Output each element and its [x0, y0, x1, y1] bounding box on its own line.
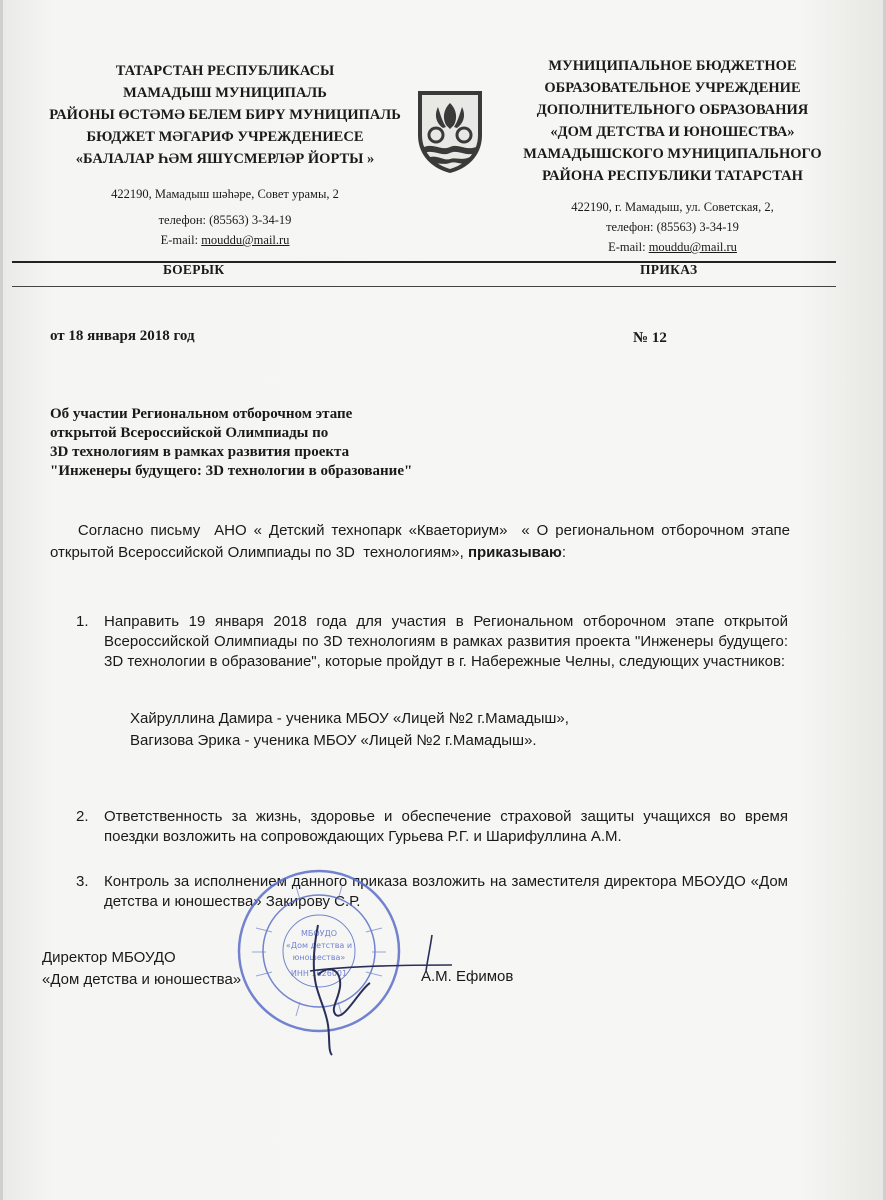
subject-line: Об участии Региональном отборочном этапе	[50, 406, 353, 422]
item-number: 2.	[76, 808, 89, 825]
header-right-block	[505, 55, 840, 257]
item-text: Контроль за исполнением данного приказа возложить на заместителя директора МБОУДО «Дом детства и юношества» Закирову С.Р.	[104, 873, 788, 910]
intro-text: Согласно письму АНО « Детский технопарк «Кваеториум» « О региональном отборочном этапе открытой Всероссийской Олимпиады по 3D технологиям»,	[50, 522, 795, 561]
item-number: 1.	[76, 613, 89, 630]
stamp-line: «Дом детства и	[285, 941, 353, 950]
header-left-line: ТАТАРСТАН РЕСПУБЛИКАСЫ	[115, 63, 335, 79]
header-left-line: МАМАДЫШ МУНИЦИПАЛЬ	[123, 85, 327, 101]
header-right-email-link[interactable]: mouddu@mail.ru	[648, 240, 737, 254]
intro-command: приказываю	[467, 544, 562, 561]
subject-line: открытой Всероссийской Олимпиады по	[50, 425, 329, 441]
header-right-address: 422190, г. Мамадыш, ул. Советская, 2,	[571, 200, 774, 214]
header-left-email-label: E-mail:	[160, 233, 202, 247]
order-item-1	[76, 612, 788, 672]
header-right-line: ОБРАЗОВАТЕЛЬНОЕ УЧРЕЖДЕНИЕ	[544, 80, 801, 96]
item-text: Ответственность за жизнь, здоровье и обеспечение страховой защиты учащихся во время поездки возложить на сопровождающих Гурьева Р.Г. и Шарифуллина А.М.	[104, 808, 788, 845]
header-left-address: 422190, Мамадыш шәһәре, Совет урамы, 2	[111, 187, 339, 201]
doc-type-tatar: БОЕРЫК	[163, 262, 225, 277]
header-left-line: «БАЛАЛАР ҺӘМ ЯШҮСМЕРЛӘР ЙОРТЫ »	[75, 151, 375, 167]
item-text: Направить 19 января 2018 года для участия в Региональном отборочном этапе открытой Всероссийской Олимпиады по 3D технологиям в рамках развития проекта "Инженеры будущего: 3D технологии в образование", которые пройдут в г. Набережные Челны, следующих участников:	[104, 613, 788, 670]
order-item-2	[76, 807, 788, 847]
stamp-line: ИНН 1626001	[290, 969, 348, 978]
header-right-line: ДОПОЛНИТЕЛЬНОГО ОБРАЗОВАНИЯ	[536, 102, 809, 118]
header-right-line: МАМАДЫШСКОГО МУНИЦИПАЛЬНОГО	[523, 146, 822, 162]
participant-item: Хайруллина Дамира - ученика МБОУ «Лицей №2 г.Мамадыш»,	[130, 710, 569, 727]
signatory-title	[42, 947, 241, 991]
header-divider	[12, 261, 836, 263]
header-left-line: РАЙОНЫ ӨСТӘМӘ БЕЛЕМ БИРҮ МУНИЦИПАЛЬ	[49, 107, 401, 123]
item-number: 3.	[76, 873, 89, 890]
header-left-phone: телефон: (85563) 3-34-19	[158, 213, 292, 227]
header-right-line: «ДОМ ДЕТСТВА И ЮНОШЕСТВА»	[550, 124, 795, 140]
page-edge-left	[0, 0, 3, 1200]
subject-line: 3D технологиям в рамках развития проекта	[50, 444, 350, 460]
order-number: № 12	[633, 330, 667, 346]
order-date: от 18 января 2018 год	[50, 328, 195, 344]
participants-list	[130, 708, 569, 752]
participant-item: Вагизова Эрика - ученика МБОУ «Лицей №2 г.Мамадыш».	[130, 732, 537, 749]
header-left-block	[40, 60, 410, 250]
header-right-phone: телефон: (85563) 3-34-19	[606, 220, 739, 234]
header-right-line: РАЙОНА РЕСПУБЛИКИ ТАТАРСТАН	[542, 168, 803, 184]
intro-colon: :	[561, 544, 567, 561]
signatory-title-line: Директор МБОУДО	[42, 949, 176, 966]
order-subject	[50, 405, 510, 481]
coat-of-arms-icon	[410, 85, 490, 175]
doc-type-russian: ПРИКАЗ	[640, 262, 698, 277]
signatory-name: А.М. Ефимов	[421, 968, 514, 985]
subject-line: "Инженеры будущего: 3D технологии в образование"	[50, 463, 413, 479]
header-right-line: МУНИЦИПАЛЬНОЕ БЮДЖЕТНОЕ	[548, 58, 797, 74]
stamp-line: МБОУДО	[300, 929, 338, 938]
intro-paragraph	[50, 520, 795, 564]
header-right-email-label: E-mail:	[608, 240, 649, 254]
header-left-email-link[interactable]: mouddu@mail.ru	[201, 233, 290, 247]
signatory-title-line: «Дом детства и юношества»	[42, 971, 242, 988]
header-divider-bottom	[12, 286, 836, 287]
header-left-line: БЮДЖЕТ МӘГАРИФ УЧРЕЖДЕНИЕСЕ	[86, 129, 364, 145]
stamp-line: юношества»	[292, 953, 346, 962]
